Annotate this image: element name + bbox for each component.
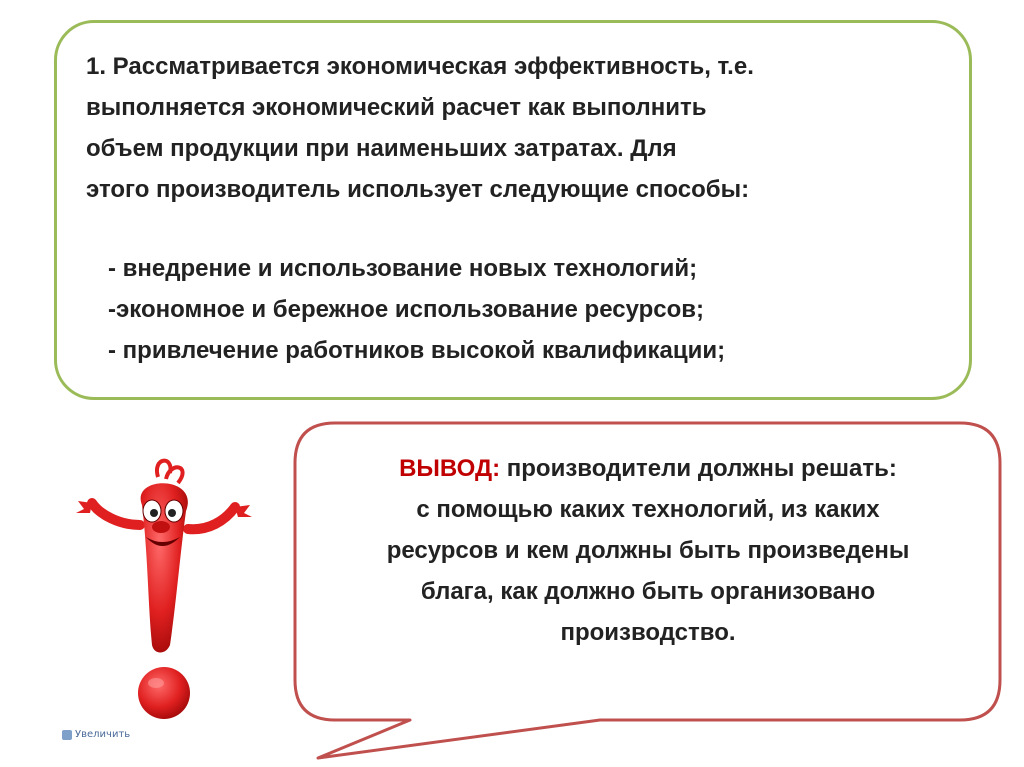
paragraph-line: 1. Рассматривается экономическая эффективность, т.е. [86,53,754,80]
list-item: - привлечение работников высокой квалификации; [108,337,726,364]
conclusion-first-text: производители должны решать: [500,455,897,482]
list-item: -экономное и бережное использование ресурсов; [108,296,705,323]
conclusion-line: блага, как должно быть организовано [420,578,876,605]
zoom-label: Увеличить [75,729,131,740]
zoom-link[interactable] [62,729,130,740]
paragraph-line: этого производитель использует следующие способы: [86,176,750,203]
list-item: - внедрение и использование новых технологий; [108,255,698,282]
conclusion-label: ВЫВОД: [399,455,501,482]
exclamation-mark-character-icon [70,455,260,725]
paragraph-line: объем продукции при наименьших затратах. Для [86,135,677,162]
conclusion-line: с помощью каких технологий, из каких [416,496,880,523]
conclusion-first-line [318,448,978,489]
conclusion-line: ресурсов и кем должны быть произведены [386,537,910,564]
conclusion-line: производство. [560,619,736,646]
conclusion-text [318,448,978,653]
magnify-icon [62,730,72,740]
paragraph-line: выполняется экономический расчет как выполнить [86,94,707,121]
